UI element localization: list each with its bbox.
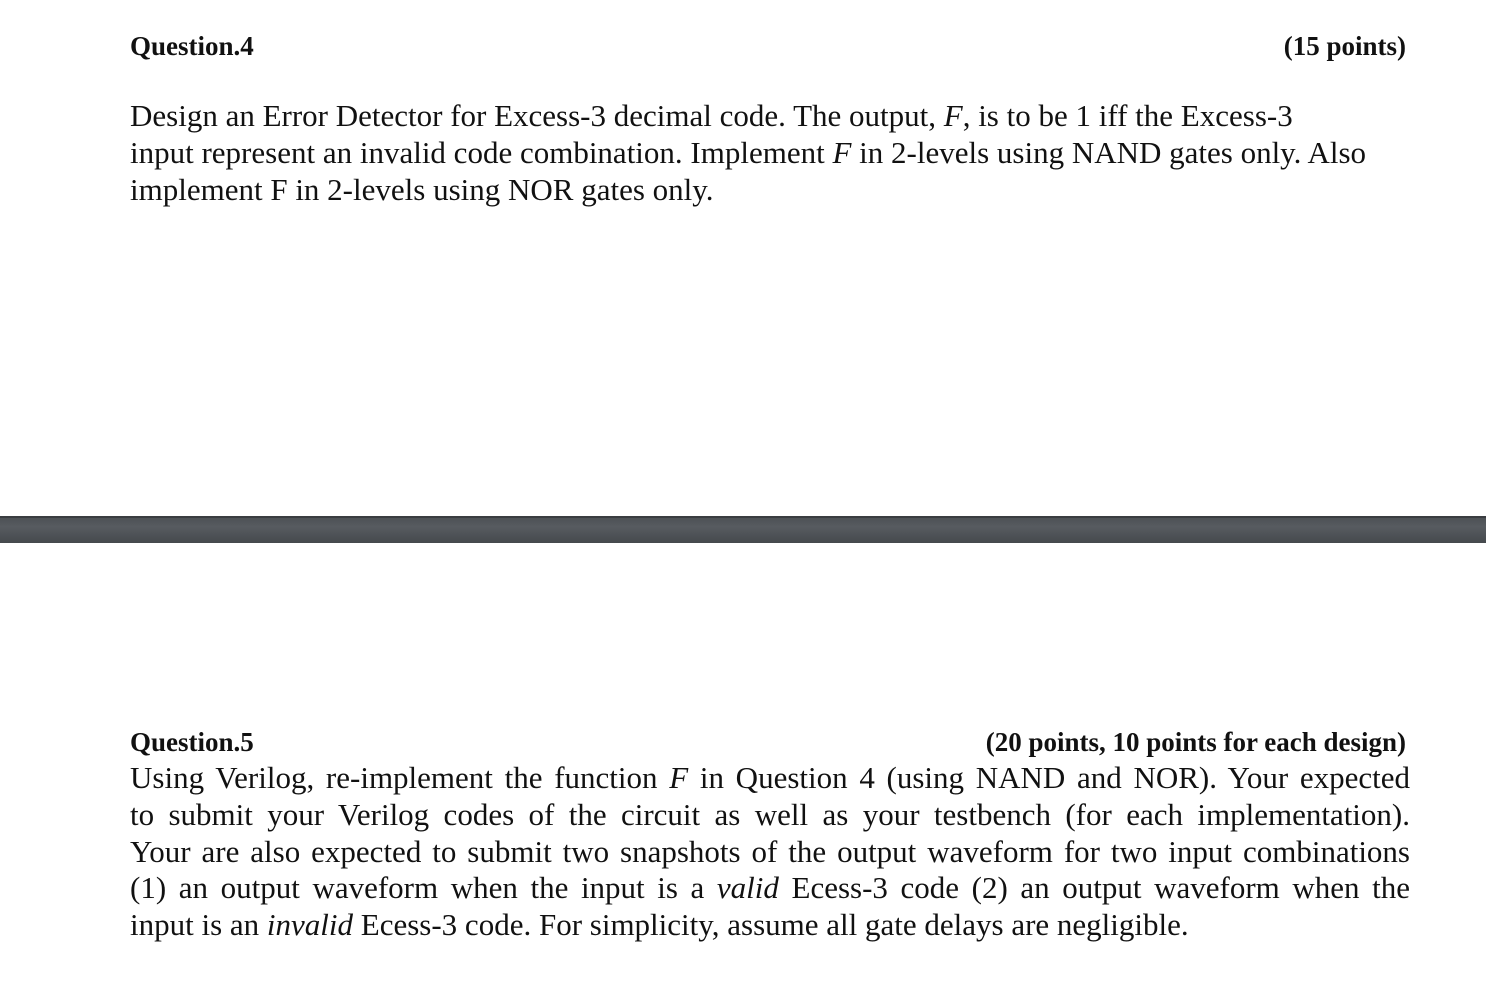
body-line	[130, 760, 1410, 797]
page-divider	[0, 516, 1486, 543]
body-line	[130, 797, 1410, 834]
body-text: in 2-levels using NAND gates only. Also	[851, 134, 1367, 170]
body-text: input represent an invalid code combination. Implement	[130, 134, 833, 170]
body-italic-text: F	[832, 134, 852, 170]
body-text: implement F in 2-levels using NOR gates only.	[130, 171, 714, 207]
body-line	[130, 834, 1410, 871]
body-italic-text: F	[669, 760, 689, 795]
body-text: (1) an output waveform when the input is a	[130, 870, 717, 906]
body-line	[130, 870, 1410, 907]
body-line	[130, 907, 1410, 944]
body-text: input is an	[130, 907, 267, 943]
question-4-title: Question.4	[130, 31, 254, 61]
body-text: Using Verilog, re-implement the function	[130, 760, 670, 795]
body-text: Ecess-3 code (2) an output waveform when the	[778, 870, 1410, 906]
body-text: Your are also expected to submit two snapshots of the output waveform for two input combinations	[130, 833, 1410, 869]
question-5-points: (20 points, 10 points for each design)	[985, 727, 1406, 757]
body-italic-text: F	[943, 98, 963, 133]
body-text: , is to be 1 iff the Excess-3	[962, 98, 1293, 133]
body-text: Ecess-3 code. For simplicity, assume all gate delays are negligible.	[353, 907, 1189, 943]
question-4-header	[130, 30, 1406, 62]
page-divider-edge	[0, 516, 1486, 518]
body-text: to submit your Verilog codes of the circuit as well as your testbench (for each implementation).	[130, 796, 1410, 832]
body-line	[130, 98, 1410, 135]
question-4-points: (15 points)	[1283, 31, 1406, 61]
body-text: Design an Error Detector for Excess-3 decimal code. The output,	[130, 98, 944, 133]
body-line	[130, 172, 1410, 209]
body-italic-text: valid	[716, 870, 779, 906]
question-5-title: Question.5	[130, 727, 254, 757]
body-line	[130, 135, 1410, 172]
body-italic-text: invalid	[266, 907, 354, 943]
body-text: in Question 4 (using NAND and NOR). Your expected	[688, 760, 1410, 795]
question-4-body	[130, 98, 1410, 208]
question-5-body	[130, 760, 1410, 944]
question-5-header	[130, 726, 1406, 758]
